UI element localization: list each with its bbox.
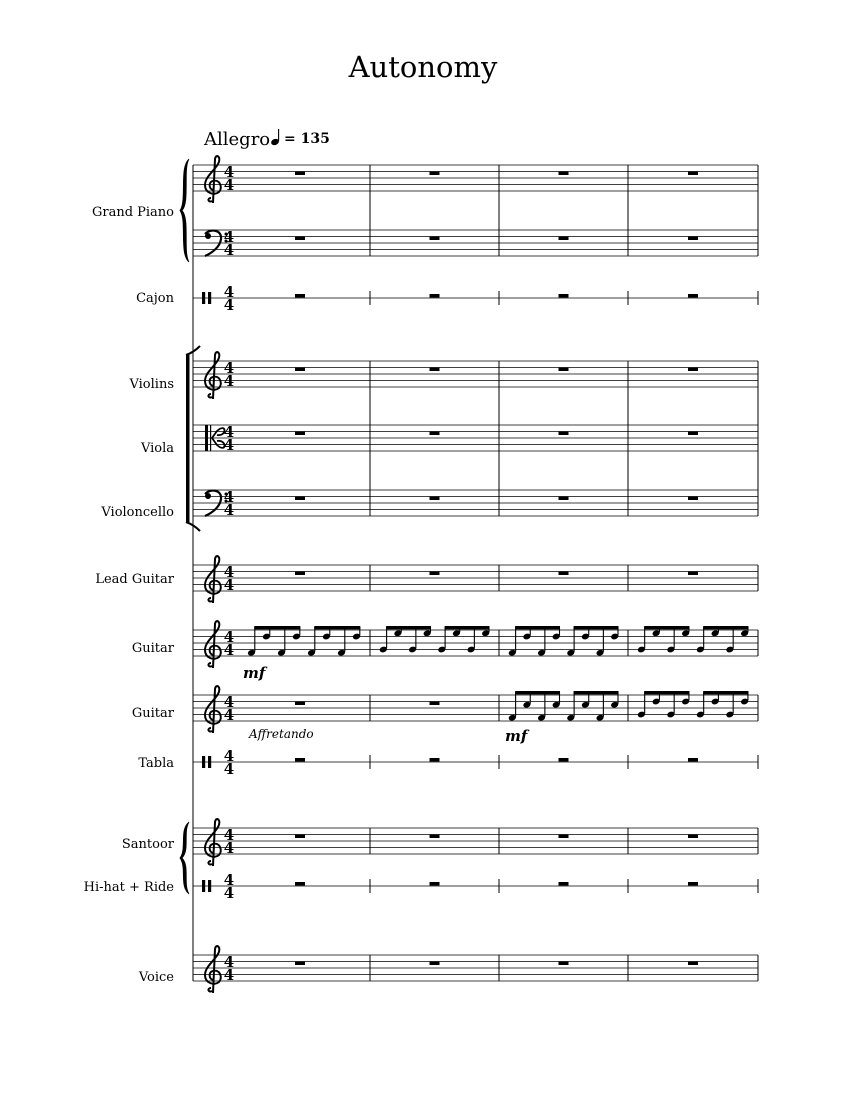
staff-lead-guitar [95, 556, 758, 603]
staff-santoor [122, 819, 758, 866]
treble-clef-icon [205, 686, 221, 733]
instrument-label: Grand Piano [91, 205, 174, 220]
instrument-label: Cajon [136, 291, 174, 306]
tempo-marking [203, 129, 330, 150]
whole-rest [430, 497, 440, 501]
score-title: Autonomy [348, 50, 498, 84]
whole-rest [430, 702, 440, 706]
eighth-note [596, 692, 605, 722]
dynamic-mark: mf [505, 727, 528, 745]
svg-text:4: 4 [223, 372, 235, 390]
treble-clef-icon [205, 621, 221, 668]
whole-rest [688, 882, 698, 886]
whole-rest [295, 368, 305, 372]
instrument-label: Guitar [131, 706, 174, 721]
whole-rest [295, 497, 305, 501]
treble-clef-icon [205, 946, 221, 993]
svg-text:4: 4 [223, 488, 235, 506]
whole-rest [295, 758, 305, 762]
whole-rest [295, 882, 305, 886]
beam [515, 691, 560, 694]
whole-rest [295, 702, 305, 706]
svg-text:4: 4 [223, 576, 235, 594]
eighth-note [552, 692, 561, 709]
beam [644, 691, 689, 694]
whole-rest [430, 368, 440, 372]
svg-text:4: 4 [223, 693, 235, 711]
whole-rest [559, 368, 569, 372]
whole-rest [688, 758, 698, 762]
eighth-note [637, 692, 646, 718]
treble-clef-icon [205, 556, 221, 603]
eighth-note [247, 627, 256, 657]
time-signature [224, 953, 234, 984]
whole-rest [430, 758, 440, 762]
whole-rest [430, 294, 440, 298]
svg-text:4: 4 [223, 501, 235, 519]
svg-text:4: 4 [223, 359, 235, 377]
eighth-note [408, 627, 417, 653]
tempo-bpm: = 135 [284, 131, 330, 147]
instrument-label: Violoncello [101, 505, 174, 520]
instrument-label: Tabla [138, 756, 174, 771]
svg-text:4: 4 [223, 163, 235, 181]
svg-text:4: 4 [223, 423, 235, 441]
whole-rest [559, 294, 569, 298]
time-signature [224, 359, 234, 390]
whole-rest [559, 497, 569, 501]
staff-guitar-1 [132, 621, 758, 682]
whole-rest [295, 237, 305, 241]
eighth-note [337, 627, 346, 657]
time-signature [224, 871, 234, 902]
whole-rest [295, 432, 305, 436]
whole-rest [295, 172, 305, 176]
dynamic-mark: mf [243, 664, 266, 682]
time-signature [224, 693, 234, 724]
staff-guitar-2 [132, 686, 758, 745]
beam [254, 626, 300, 629]
whole-rest [559, 758, 569, 762]
svg-text:4: 4 [223, 176, 235, 194]
whole-rest [688, 368, 698, 372]
eighth-note [725, 627, 734, 653]
whole-rest [688, 237, 698, 241]
whole-rest [688, 835, 698, 839]
whole-rest [295, 572, 305, 576]
svg-text:4: 4 [223, 760, 235, 778]
staff-violoncello [100, 488, 758, 520]
beam [574, 691, 619, 694]
whole-rest [430, 882, 440, 886]
svg-text:4: 4 [223, 747, 235, 765]
whole-rest [688, 172, 698, 176]
whole-rest [688, 432, 698, 436]
eighth-note [610, 692, 619, 709]
eighth-note [637, 627, 646, 653]
whole-rest [430, 572, 440, 576]
beam [515, 626, 560, 629]
whole-rest [430, 172, 440, 176]
beam [386, 626, 431, 629]
time-signature [224, 563, 234, 594]
system [84, 156, 758, 993]
whole-rest [688, 497, 698, 501]
whole-rest [559, 572, 569, 576]
svg-text:4: 4 [223, 966, 235, 984]
whole-rest [559, 882, 569, 886]
instrument-label: Santoor [121, 837, 174, 852]
instrument-label: Viola [140, 441, 174, 456]
eighth-note [467, 627, 476, 653]
beam [703, 626, 748, 629]
santoor-brace [180, 822, 189, 894]
svg-text:4: 4 [223, 884, 235, 902]
staff-viola [140, 423, 758, 490]
svg-text:4: 4 [223, 953, 235, 971]
whole-rest [559, 835, 569, 839]
whole-rest [688, 572, 698, 576]
instrument-label: Violins [129, 377, 174, 392]
svg-text:4: 4 [223, 296, 235, 314]
staff-tabla [138, 747, 758, 778]
whole-rest [295, 962, 305, 966]
quarter-note-icon [270, 129, 280, 146]
svg-text:4: 4 [223, 283, 235, 301]
beam [574, 626, 619, 629]
instrument-label: Lead Guitar [95, 572, 174, 587]
svg-text:4: 4 [223, 826, 235, 844]
svg-text:4: 4 [223, 706, 235, 724]
eighth-note [666, 692, 675, 718]
eighth-note [566, 627, 575, 657]
eighth-note [666, 627, 675, 653]
whole-rest [295, 835, 305, 839]
tempo-word: Allegro [204, 129, 271, 150]
whole-rest [430, 237, 440, 241]
treble-clef-icon [205, 819, 221, 866]
beam [314, 626, 360, 629]
piano-brace [180, 159, 189, 262]
eighth-note [696, 627, 705, 653]
staff-violins [128, 352, 758, 425]
time-signature [224, 747, 234, 778]
beam [644, 626, 689, 629]
beam [703, 691, 748, 694]
staff-piano-bass [193, 228, 758, 259]
whole-rest [559, 432, 569, 436]
svg-text:4: 4 [223, 563, 235, 581]
staff-voice [138, 946, 758, 993]
eighth-note [508, 627, 517, 657]
instrument-label: Voice [138, 970, 174, 985]
staff-cajon [136, 283, 758, 314]
svg-text:4: 4 [223, 871, 235, 889]
eighth-note [379, 627, 388, 653]
eighth-note [508, 692, 517, 722]
svg-text:4: 4 [223, 641, 235, 659]
time-signature [224, 228, 234, 259]
svg-text:4: 4 [223, 839, 235, 857]
time-signature [224, 163, 234, 194]
whole-rest [688, 294, 698, 298]
eighth-note [696, 692, 705, 718]
svg-text:4: 4 [223, 436, 235, 454]
eighth-note [537, 627, 546, 657]
svg-text:4: 4 [223, 628, 235, 646]
staff-piano-treble [92, 156, 758, 230]
time-signature [224, 423, 234, 454]
treble-clef-icon [205, 156, 221, 203]
whole-rest [559, 237, 569, 241]
whole-rest [430, 432, 440, 436]
treble-clef-icon [205, 352, 221, 399]
whole-rest [295, 294, 305, 298]
eighth-note [581, 692, 590, 709]
time-signature [224, 488, 234, 519]
expression-mark: Affretando [249, 727, 314, 741]
eighth-note [437, 627, 446, 653]
time-signature [224, 628, 234, 659]
eighth-note [566, 692, 575, 722]
whole-rest [559, 962, 569, 966]
eighth-note [596, 627, 605, 657]
eighth-note [725, 692, 734, 718]
svg-text:4: 4 [223, 228, 235, 246]
whole-rest [430, 962, 440, 966]
time-signature [224, 283, 234, 314]
eighth-note [307, 627, 316, 657]
beam [445, 626, 490, 629]
whole-rest [559, 172, 569, 176]
instrument-label: Hi-hat + Ride [83, 880, 174, 895]
eighth-note [537, 692, 546, 722]
eighth-note [277, 627, 286, 657]
eighth-note [523, 692, 532, 709]
whole-rest [430, 835, 440, 839]
instrument-label: Guitar [131, 641, 174, 656]
whole-rest [688, 962, 698, 966]
svg-text:4: 4 [223, 241, 235, 259]
time-signature [224, 826, 234, 857]
